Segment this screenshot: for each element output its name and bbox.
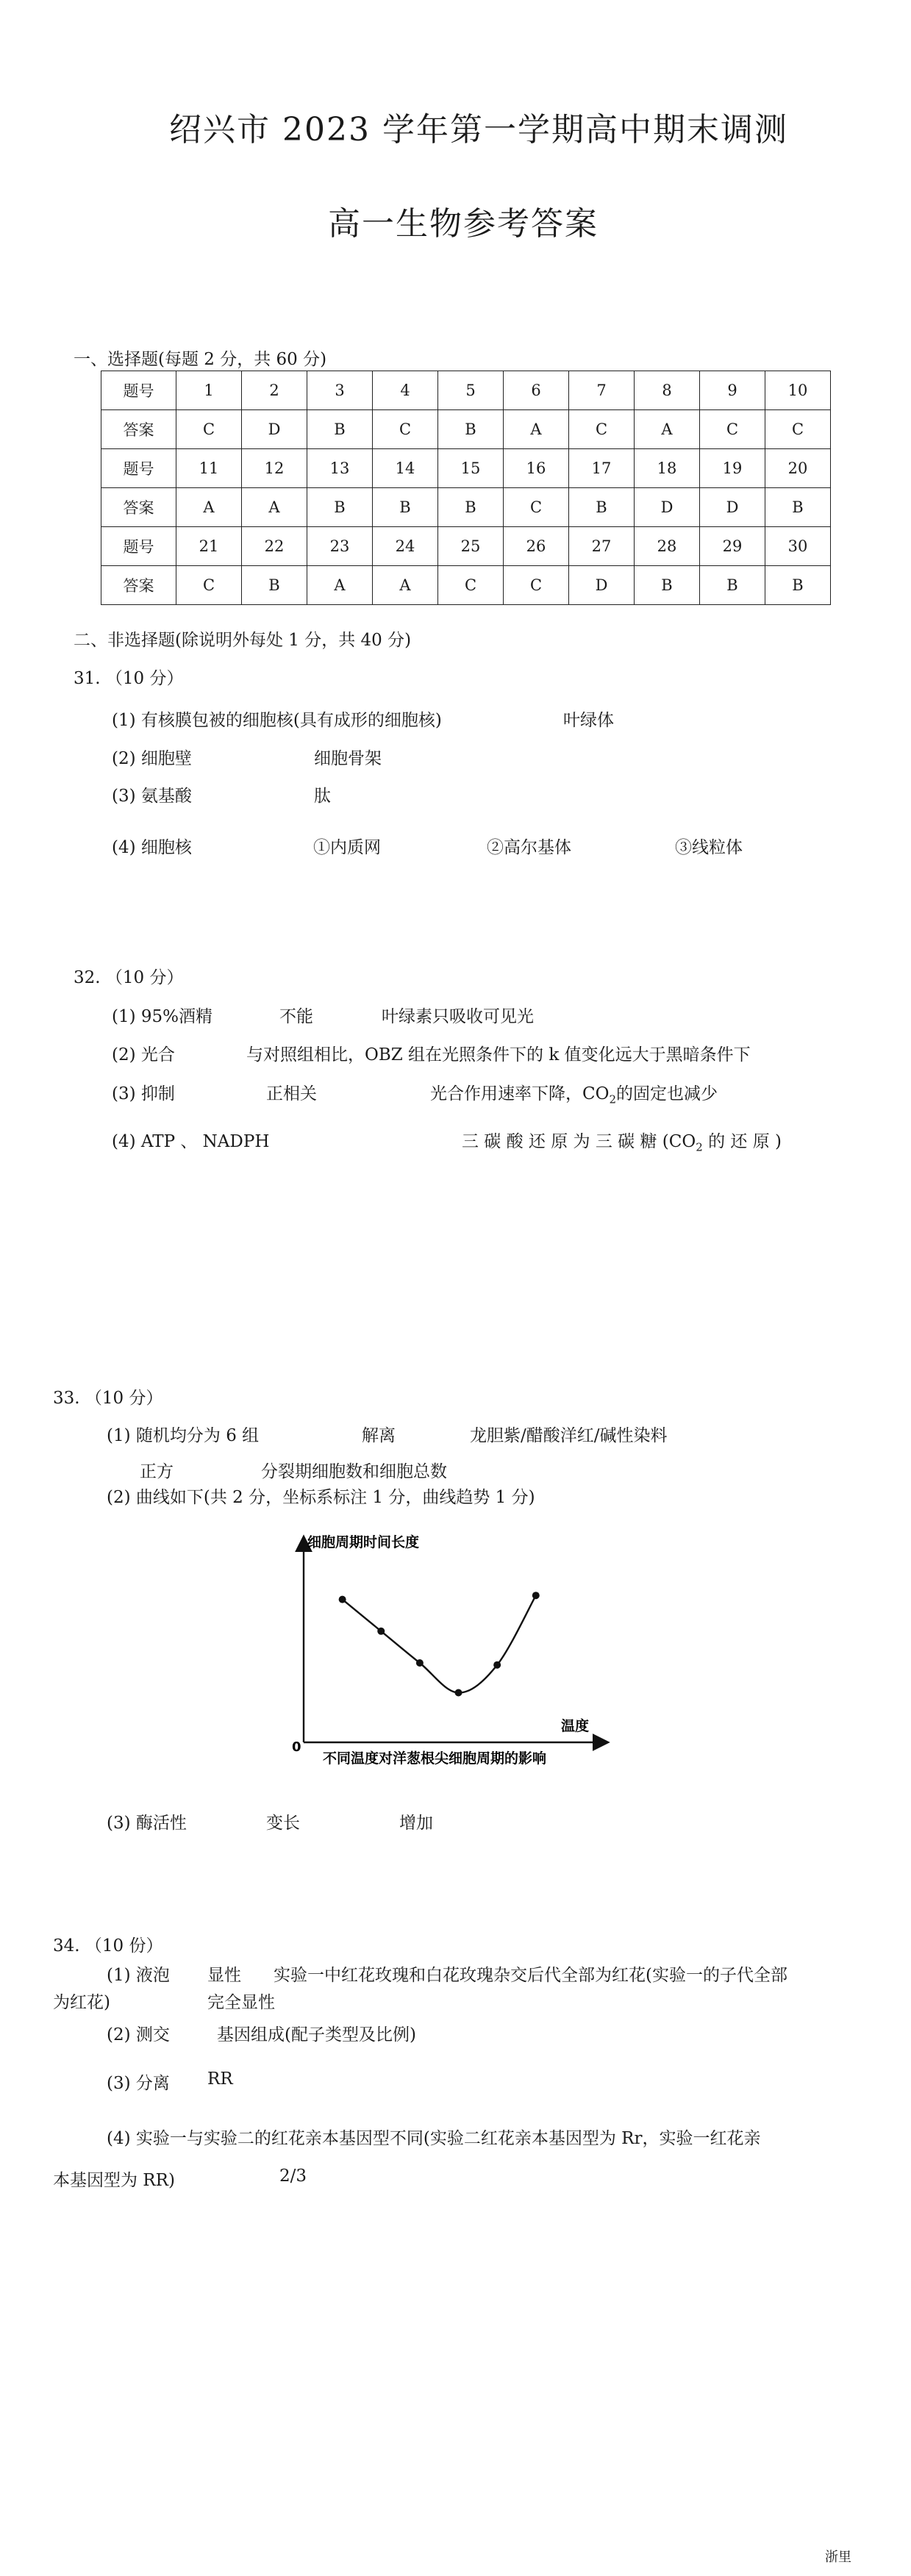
data-point (455, 1689, 462, 1697)
table-cell: C (765, 410, 831, 449)
q34-1-answer-2: 实验一中红花玫瑰和白花玫瑰杂交后代全部为红花(实验一的子代全部 (274, 1966, 787, 1985)
table-cell: A (504, 410, 569, 449)
q33-2-text: (2) 曲线如下(共 2 分，坐标系标注 1 分，曲线趋势 1 分) (107, 1488, 535, 1507)
q31-3-text: (3) 氨基酸 (112, 787, 192, 806)
table-cell: C (700, 410, 765, 449)
table-cell: 11 (176, 449, 242, 488)
q32-3-answer-1: 正相关 (266, 1084, 317, 1103)
q31-1-answer: 叶绿体 (563, 711, 614, 730)
table-row (101, 410, 831, 449)
table-cell: 4 (373, 371, 438, 410)
table-cell: 18 (635, 449, 700, 488)
table-cell: B (373, 488, 438, 527)
table-cell: 22 (242, 527, 307, 566)
table-cell: 25 (438, 527, 504, 566)
table-cell: C (176, 566, 242, 605)
cell-cycle-chart (265, 1525, 647, 1768)
x-axis-label: 温度 (561, 1718, 590, 1734)
table-cell: B (307, 488, 373, 527)
q34-3-text: (3) 分离 (107, 2074, 170, 2093)
table-row-label: 题号 (101, 371, 176, 410)
q34-3-answer: RR (207, 2069, 233, 2089)
q31-heading: 31. （10 分） (74, 669, 184, 688)
table-cell: C (504, 488, 569, 527)
q33-heading: 33. （10 分） (53, 1389, 163, 1408)
table-row-label: 题号 (101, 449, 176, 488)
table-cell: A (176, 488, 242, 527)
table-cell: 14 (373, 449, 438, 488)
table-cell: B (765, 566, 831, 605)
q33-1-answer-3: 正方 (140, 1462, 174, 1481)
section2-heading: 二、非选择题(除说明外每处 1 分，共 40 分) (74, 631, 412, 650)
q32-4-answer: 三 碳 酸 还 原 为 三 碳 糖 ($CO_2$ 的 还 原 ) (462, 1132, 782, 1154)
q32-1-answer-2: 叶绿素只吸收可见光 (382, 1007, 534, 1026)
table-cell: B (765, 488, 831, 527)
table-cell: B (700, 566, 765, 605)
table-cell: 15 (438, 449, 504, 488)
table-cell: 30 (765, 527, 831, 566)
table-cell: D (242, 410, 307, 449)
table-cell: A (242, 488, 307, 527)
table-cell: 1 (176, 371, 242, 410)
page-title: 绍兴市 2023 学年第一学期高中期末调测 (169, 111, 788, 149)
y-axis-label: 细胞周期时间长度 (307, 1534, 420, 1550)
table-cell: B (242, 566, 307, 605)
q32-2-text: (2) 光合 (112, 1045, 175, 1065)
q34-1-text: (1) 液泡 (107, 1966, 170, 1985)
q33-1-answer-4: 分裂期细胞数和细胞总数 (261, 1462, 447, 1481)
q31-4-answer-2: ②高尔基体 (487, 838, 571, 857)
table-cell: 16 (504, 449, 569, 488)
table-cell: B (569, 488, 635, 527)
table-row (101, 566, 831, 605)
q33-3-answer-1: 变长 (266, 1814, 300, 1833)
origin-label: 0 (292, 1739, 301, 1755)
data-point (416, 1659, 424, 1667)
table-cell: C (373, 410, 438, 449)
table-cell: C (176, 410, 242, 449)
q34-1-answer-2-cont: 为红花) (53, 1993, 110, 2012)
table-row-label: 题号 (101, 527, 176, 566)
table-cell: 29 (700, 527, 765, 566)
table-row-label: 答案 (101, 410, 176, 449)
q34-4-text: (4) 实验一与实验二的红花亲本基因型不同(实验二红花亲本基因型为 Rr，实验一红花亲 (107, 2129, 761, 2148)
table-row-label: 答案 (101, 566, 176, 605)
q31-4-text: (4) 细胞核 (112, 838, 192, 857)
table-cell: 13 (307, 449, 373, 488)
q34-4-text-cont: 本基因型为 RR) (53, 2171, 175, 2190)
table-cell: 24 (373, 527, 438, 566)
data-point (493, 1661, 501, 1669)
table-cell: B (438, 488, 504, 527)
table-row (101, 527, 831, 566)
q33-1-answer-2: 龙胆紫/醋酸洋红/碱性染料 (470, 1426, 668, 1445)
table-cell: 3 (307, 371, 373, 410)
q34-heading: 34. （10 份） (53, 1936, 163, 1956)
q34-1-answer-3: 完全显性 (207, 1993, 275, 2012)
q32-4-text: (4) ATP 、 NADPH (112, 1132, 270, 1151)
q31-2-answer: 细胞骨架 (314, 749, 382, 768)
table-cell: 8 (635, 371, 700, 410)
q31-1-text: (1) 有核膜包被的细胞核(具有成形的细胞核) (112, 711, 442, 730)
table-cell: 21 (176, 527, 242, 566)
q31-2-text: (2) 细胞壁 (112, 749, 192, 768)
q33-3-text: (3) 酶活性 (107, 1814, 187, 1833)
table-cell: 7 (569, 371, 635, 410)
table-cell: B (635, 566, 700, 605)
table-cell: 23 (307, 527, 373, 566)
q33-1-text: (1) 随机均分为 6 组 (107, 1426, 260, 1445)
data-point (339, 1596, 346, 1603)
table-cell: A (635, 410, 700, 449)
table-cell: D (569, 566, 635, 605)
q32-1-text: (1) 95%酒精 (112, 1007, 213, 1026)
table-cell: 6 (504, 371, 569, 410)
table-cell: A (307, 566, 373, 605)
q34-2-answer: 基因组成(配子类型及比例) (217, 2025, 416, 2044)
table-cell: 10 (765, 371, 831, 410)
table-cell: 2 (242, 371, 307, 410)
series-line (343, 1595, 536, 1692)
table-cell: 28 (635, 527, 700, 566)
q32-heading: 32. （10 分） (74, 968, 184, 987)
table-cell: 27 (569, 527, 635, 566)
table-cell: 9 (700, 371, 765, 410)
q34-2-text: (2) 测交 (107, 2025, 170, 2044)
table-cell: B (438, 410, 504, 449)
table-cell: 20 (765, 449, 831, 488)
q33-1-answer-1: 解离 (362, 1426, 396, 1445)
q34-1-answer-1: 显性 (207, 1966, 241, 1985)
section1-heading: 一、选择题(每题 2 分，共 60 分) (74, 350, 327, 369)
table-cell: 19 (700, 449, 765, 488)
table-row (101, 371, 831, 410)
table-row (101, 449, 831, 488)
table-cell: B (307, 410, 373, 449)
q31-4-answer-1: ①内质网 (313, 838, 381, 857)
table-row-label: 答案 (101, 488, 176, 527)
page-subtitle: 高一生物参考答案 (328, 205, 599, 243)
q32-3-answer-2: 光合作用速率下降，$CO_2$的固定也减少 (430, 1084, 718, 1106)
table-row (101, 488, 831, 527)
chart-title: 不同温度对洋葱根尖细胞周期的影响 (323, 1750, 547, 1767)
q34-4-answer: 2/3 (279, 2167, 307, 2186)
table-cell: 26 (504, 527, 569, 566)
q31-4-answer-3: ③线粒体 (675, 838, 743, 857)
data-point (532, 1592, 540, 1599)
footer-mark: 浙里 (825, 2550, 851, 2565)
data-point (377, 1628, 385, 1635)
table-cell: 17 (569, 449, 635, 488)
table-cell: C (504, 566, 569, 605)
table-cell: D (635, 488, 700, 527)
table-cell: A (373, 566, 438, 605)
table-cell: C (569, 410, 635, 449)
q32-1-answer-1: 不能 (279, 1007, 313, 1026)
q32-2-answer: 与对照组相比，OBZ 组在光照条件下的 k 值变化远大于黑暗条件下 (246, 1045, 751, 1065)
answer-table (101, 371, 831, 605)
table-cell: D (700, 488, 765, 527)
table-cell: 5 (438, 371, 504, 410)
table-cell: C (438, 566, 504, 605)
q33-3-answer-2: 增加 (399, 1814, 433, 1833)
table-cell: 12 (242, 449, 307, 488)
q31-3-answer: 肽 (314, 787, 331, 806)
q32-3-text: (3) 抑制 (112, 1084, 175, 1103)
